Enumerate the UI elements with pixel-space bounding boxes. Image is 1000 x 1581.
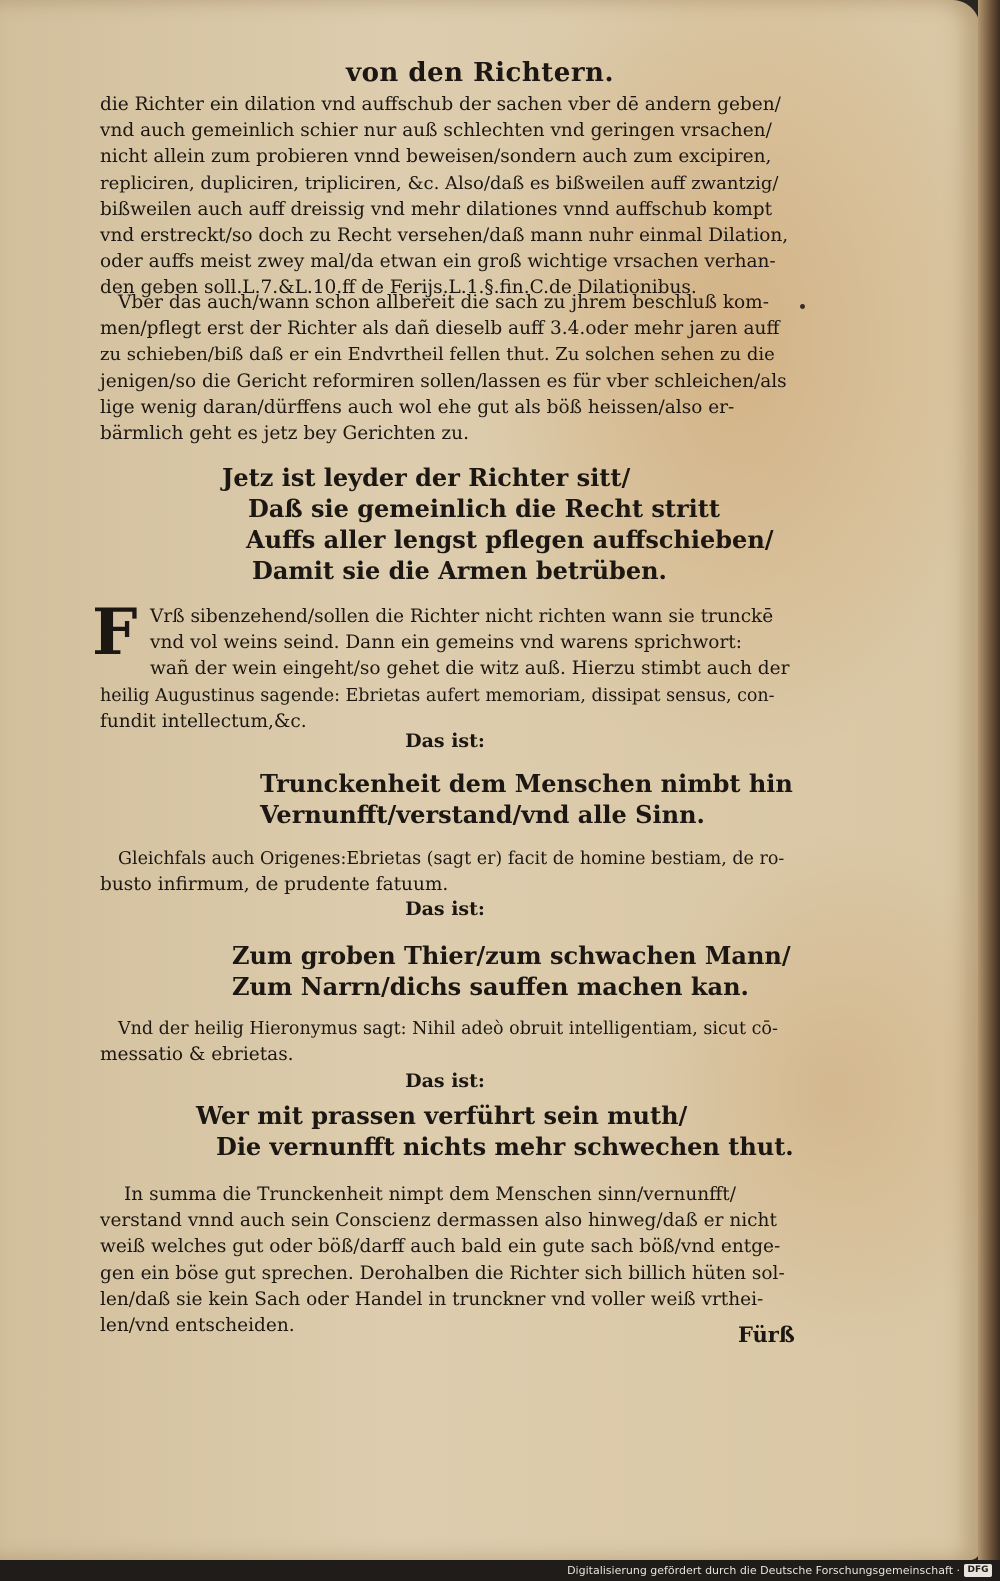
paragraph-dilation [100, 92, 790, 302]
verse-judges [222, 462, 774, 586]
dfg-logo-icon: DFG [964, 1564, 992, 1577]
verse-line: Jetz ist leyder der Richter sitt/ [222, 463, 631, 492]
catchword: Fürß [738, 1322, 795, 1347]
text-line: weiß welches gut oder böß/darff auch bald ein gute sach böß/vnd entge- [100, 1236, 781, 1258]
verse-line: Damit sie die Armen betrüben. [252, 556, 667, 585]
verse-line: Zum Narrn/dichs sauffen machen kan. [232, 972, 749, 1001]
footer-bar [0, 1560, 1000, 1581]
text-line: vnd vol weins seind. Dann ein gemeins vnd warens sprichwort: [150, 632, 742, 654]
paragraph-drunkenness [100, 604, 790, 735]
text-line: vnd auch gemeinlich schier nur auß schlechten vnd geringen vrsachen/ [100, 120, 772, 142]
verse-line: Daß sie gemeinlich die Recht stritt [248, 494, 720, 523]
verse-line: Zum groben Thier/zum schwachen Mann/ [232, 941, 791, 970]
text-line: die Richter ein dilation vnd auffschub der sachen vber dē andern geben/ [100, 94, 781, 115]
text-line: len/vnd entscheiden. [100, 1315, 295, 1337]
verse-line: Trunckenheit dem Menschen nimbt hin [260, 769, 793, 798]
decorated-initial: F [92, 595, 138, 670]
text-line: busto infirmum, de prudente fatuum. [100, 874, 449, 896]
text-line: oder auffs meist zwey mal/da etwan ein groß wichtige vrsachen verhan- [100, 251, 776, 273]
text-line: bärmlich geht es jetz bey Gerichten zu. [100, 423, 469, 445]
text-line: Vber das auch/wann schon allbereit die sach zu jhrem beschluß kom- [118, 292, 769, 313]
text-line: gen ein böse gut sprechen. Derohalben die Richter sich billich hüten sol- [100, 1262, 785, 1284]
page-edge [978, 0, 1000, 1581]
funding-notice: Digitalisierung gefördert durch die Deutsche Forschungsgemeinschaft · [567, 1564, 960, 1577]
das-ist-heading: Das ist: [405, 1070, 485, 1092]
text-line: zu schieben/biß daß er ein Endvrtheil fellen thut. Zu solchen sehen zu die [100, 344, 775, 366]
text-line: repliciren, dupliciren, tripliciren, &c. Also/daß es bißweilen auff zwantzig/ [100, 172, 779, 194]
paragraph-hieronymus [100, 1016, 790, 1068]
text-line: nicht allein zum probieren vnnd beweisen/sondern auch zum excipiren, [100, 146, 772, 168]
paragraph-delay [100, 290, 790, 447]
verse-line: Vernunfft/verstand/vnd alle Sinn. [260, 800, 705, 829]
verse-line: Wer mit prassen verführt sein muth/ [196, 1101, 688, 1130]
text-line: jenigen/so die Gericht reformiren sollen/lassen es für vber schleichen/als [100, 370, 787, 392]
das-ist-heading: Das ist: [405, 898, 485, 920]
text-line: Vnd der heilig Hieronymus sagt: Nihil adeò obruit intelligentiam, sicut cō- [118, 1019, 778, 1039]
ink-spot [800, 304, 805, 309]
verse-line: Die vernunfft nichts mehr schwechen thut. [216, 1132, 794, 1161]
verse-feasting [196, 1100, 794, 1162]
text-line: heilig Augustinus sagende: Ebrietas aufert memoriam, dissipat sensus, con- [100, 685, 775, 706]
text-line: lige wenig daran/dürffens auch wol ehe gut als böß heissen/also er- [100, 396, 735, 418]
text-line: vnd erstreckt/so doch zu Recht versehen/daß mann nuhr einmal Dilation, [100, 225, 789, 247]
verse-reason [260, 768, 793, 830]
text-line: wañ der wein eingeht/so gehet die witz auß. Hierzu stimbt auch der [150, 658, 790, 680]
text-line: Gleichfals auch Origenes:Ebrietas (sagt er) facit de homine bestiam, de ro- [118, 849, 785, 869]
das-ist-heading: Das ist: [405, 730, 485, 752]
text-line: men/pflegt erst der Richter als dañ dieselb auff 3.4.oder mehr jaren auff [100, 318, 780, 340]
verse-beast [232, 940, 791, 1002]
running-header: von den Richtern. [345, 58, 614, 88]
text-line: den geben soll.L.7.&L.10.ff de Ferijs.L.1.§.fin.C.de Dilationibus. [100, 277, 697, 299]
text-line: verstand vnnd auch sein Conscienz dermassen also hinweg/daß er nicht [100, 1210, 777, 1232]
paragraph-summary [100, 1182, 790, 1339]
verse-line: Auffs aller lengst pflegen auffschieben/ [246, 525, 774, 554]
paragraph-origenes [100, 846, 790, 898]
text-line: In summa die Trunckenheit nimpt dem Menschen sinn/vernunfft/ [124, 1184, 736, 1205]
text-line: messatio & ebrietas. [100, 1044, 294, 1066]
text-line: bißweilen auch auff dreissig vnd mehr dilationes vnnd auffschub kompt [100, 198, 773, 220]
text-line: Vrß sibenzehend/sollen die Richter nicht richten wann sie trunckē [150, 606, 774, 627]
text-line: fundit intellectum,&c. [100, 710, 307, 732]
text-line: len/daß sie kein Sach oder Handel in trunckner vnd voller weiß vrthei- [100, 1288, 764, 1310]
